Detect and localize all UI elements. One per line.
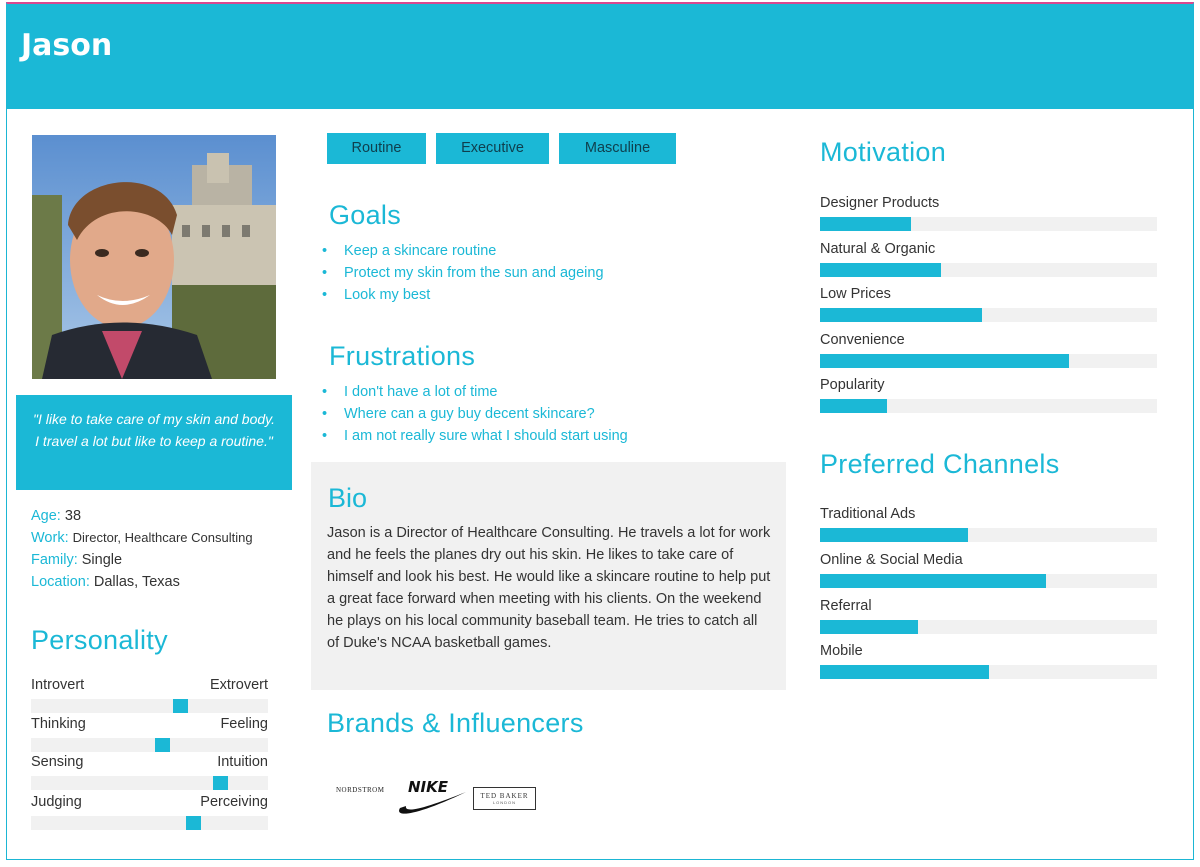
meter-fill [820, 574, 1046, 588]
meter-fill [820, 263, 941, 277]
age-label: Age: [31, 508, 61, 524]
trait-track [31, 816, 268, 830]
location-label: Location: [31, 574, 90, 590]
channel-meter [820, 552, 1157, 572]
goals-list [322, 240, 604, 306]
persona-facts [31, 505, 253, 593]
motivation-meter [820, 241, 1157, 261]
frustrations-title: Frustrations [329, 341, 476, 371]
meter-track [820, 574, 1157, 588]
fact-family [31, 549, 253, 571]
ted-baker-wordmark: TED BAKER [480, 792, 529, 800]
list-item: • I don't have a lot of time [322, 381, 628, 403]
meter-track [820, 354, 1157, 368]
list-item: • Protect my skin from the sun and ageing [322, 262, 604, 284]
tag-badge: Routine [327, 133, 426, 164]
family-value: Single [81, 552, 123, 568]
trait-left-label: Judging [31, 794, 82, 810]
list-item: • Look my best [322, 284, 604, 306]
meter-label: Online & Social Media [820, 552, 963, 568]
persona-quote: "I like to take care of my skin and body. I travel a lot but like to keep a routine." [16, 395, 292, 490]
fact-age [31, 505, 253, 527]
ted-baker-sub: LONDON [492, 800, 517, 805]
meter-fill [820, 308, 982, 322]
meter-track [820, 665, 1157, 679]
meter-label: Convenience [820, 332, 905, 348]
trait-row [31, 677, 268, 697]
meter-track [820, 620, 1157, 634]
list-item: • Where can a guy buy decent skincare? [322, 403, 628, 425]
trait-row [31, 794, 268, 814]
header-banner [7, 4, 1193, 109]
trait-left-label: Sensing [31, 754, 84, 770]
trait-row [31, 754, 268, 774]
list-item: • Keep a skincare routine [322, 240, 604, 262]
fact-location [31, 571, 253, 593]
trait-row [31, 716, 268, 736]
bio-panel [311, 462, 786, 690]
motivation-meter [820, 332, 1157, 352]
trait-right-label: Extrovert [209, 677, 268, 693]
work-value: Director, Healthcare Consulting [72, 530, 253, 545]
brands-title: Brands & Influencers [327, 708, 584, 738]
trait-track [31, 738, 268, 752]
trait-left-label: Thinking [31, 716, 86, 732]
motivation-meter [820, 286, 1157, 306]
trait-left-label: Introvert [31, 677, 85, 693]
ted-baker-logo [473, 787, 536, 810]
channel-meter [820, 598, 1157, 618]
persona-name: Jason [21, 28, 113, 63]
meter-label: Popularity [820, 377, 885, 393]
list-item: • I am not really sure what I should start using [322, 425, 628, 447]
trait-right-label: Feeling [220, 716, 268, 732]
meter-track [820, 399, 1157, 413]
meter-label: Traditional Ads [820, 506, 916, 522]
meter-track [820, 263, 1157, 277]
meter-fill [820, 354, 1069, 368]
motivation-title: Motivation [820, 137, 947, 167]
work-label: Work: [31, 530, 69, 546]
meter-fill [820, 217, 911, 231]
bio-title: Bio [328, 483, 368, 513]
meter-track [820, 528, 1157, 542]
trait-marker [155, 738, 170, 752]
meter-label: Designer Products [820, 195, 940, 211]
meter-fill [820, 528, 968, 542]
trait-track [31, 699, 268, 713]
channel-meter [820, 506, 1157, 526]
trait-track [31, 776, 268, 790]
meter-fill [820, 620, 918, 634]
frustrations-list [322, 381, 628, 447]
persona-photo [32, 135, 276, 379]
family-label: Family: [31, 552, 78, 568]
trait-right-label: Intuition [217, 754, 268, 770]
portrait-image [32, 135, 276, 379]
meter-label: Low Prices [820, 286, 891, 302]
meter-label: Referral [820, 598, 872, 614]
meter-track [820, 217, 1157, 231]
channels-title: Preferred Channels [820, 449, 1060, 479]
tag-badge: Executive [436, 133, 549, 164]
trait-marker [186, 816, 201, 830]
age-value: 38 [64, 508, 82, 524]
meter-track [820, 308, 1157, 322]
trait-marker [213, 776, 228, 790]
trait-right-label: Perceiving [200, 794, 268, 810]
bio-text: Jason is a Director of Healthcare Consulting. He travels a lot for work and he feels the planes dry out his skin. He likes to take care of himself and look his best. He would like a skincare routine to help put a great face forward when meeting with his clients. On the weekend he plays on his local community baseball team. He tries to catch all of Duke's NCAA basketball games. [327, 525, 771, 651]
trait-marker [173, 699, 188, 713]
location-value: Dallas, Texas [93, 574, 180, 590]
nike-logo: NIKE [408, 778, 449, 796]
nordstrom-logo: NORDSTROM [336, 786, 385, 794]
personality-title: Personality [31, 625, 168, 655]
meter-label: Mobile [820, 643, 863, 659]
tag-badge: Masculine [559, 133, 676, 164]
meter-fill [820, 665, 989, 679]
channel-meter [820, 643, 1157, 663]
meter-fill [820, 399, 887, 413]
goals-title: Goals [329, 200, 402, 230]
brand-logos [336, 778, 546, 818]
meter-label: Natural & Organic [820, 241, 936, 257]
fact-work [31, 527, 253, 549]
motivation-meter [820, 377, 1157, 397]
motivation-meter [820, 195, 1157, 215]
